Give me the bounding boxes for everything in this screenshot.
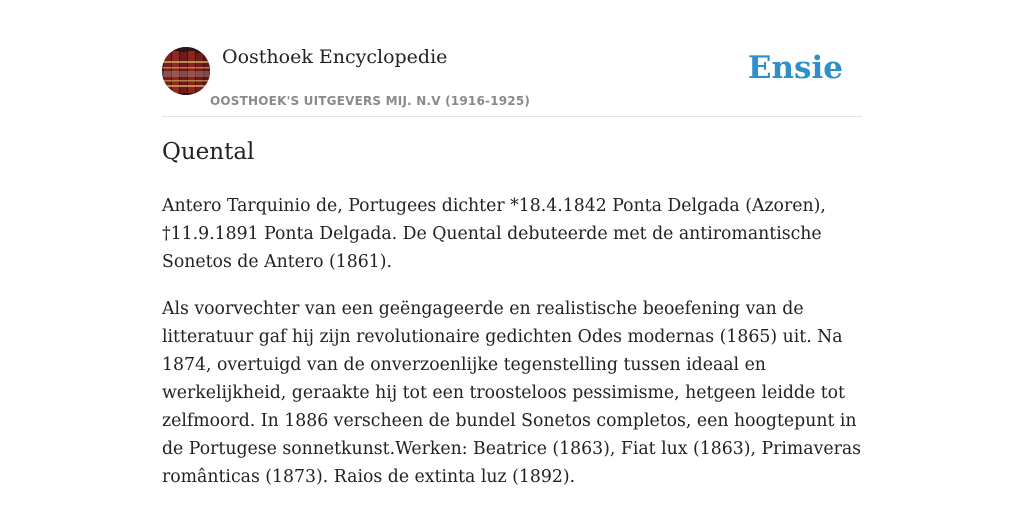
encyclopedia-books-icon bbox=[162, 47, 210, 95]
source-avatar[interactable] bbox=[162, 47, 210, 95]
article-paragraph-1: Antero Tarquinio de, Portugees dichter *18.4.1842 Ponta Delgada (Azoren), †11.9.1891 Ponta Delgada. De Quental debuteerde met de antiromantische Sonetos de Antero (1861). bbox=[162, 196, 826, 272]
article-title: Quental bbox=[162, 139, 255, 165]
source-header bbox=[162, 44, 862, 117]
article-paragraph-2: Als voorvechter van een geëngageerde en realistische beoefening van de litteratuur gaf hij zijn revolutionaire gedichten Odes modernas (1865) uit. Na 1874, overtuigd van de onverzoenlijke tegenstelling tussen ideaal en werkelijkheid, geraakte hij tot een troosteloos pessimisme, hetgeen leidde tot zelfmoord. In 1886 verscheen de bundel Sonetos completos, een hoogtepunt in de Portugese sonnetkunst.Werken: Beatrice (1863), Fiat lux (1863), Primaveras românticas (1873). Raios de extinta luz (1892). bbox=[162, 299, 861, 487]
source-title[interactable]: Oosthoek Encyclopedie bbox=[222, 46, 448, 68]
ensie-logo-link[interactable]: Ensie bbox=[747, 50, 843, 86]
source-subtitle: OOSTHOEK'S UITGEVERS MIJ. N.V (1916-1925) bbox=[210, 94, 531, 108]
